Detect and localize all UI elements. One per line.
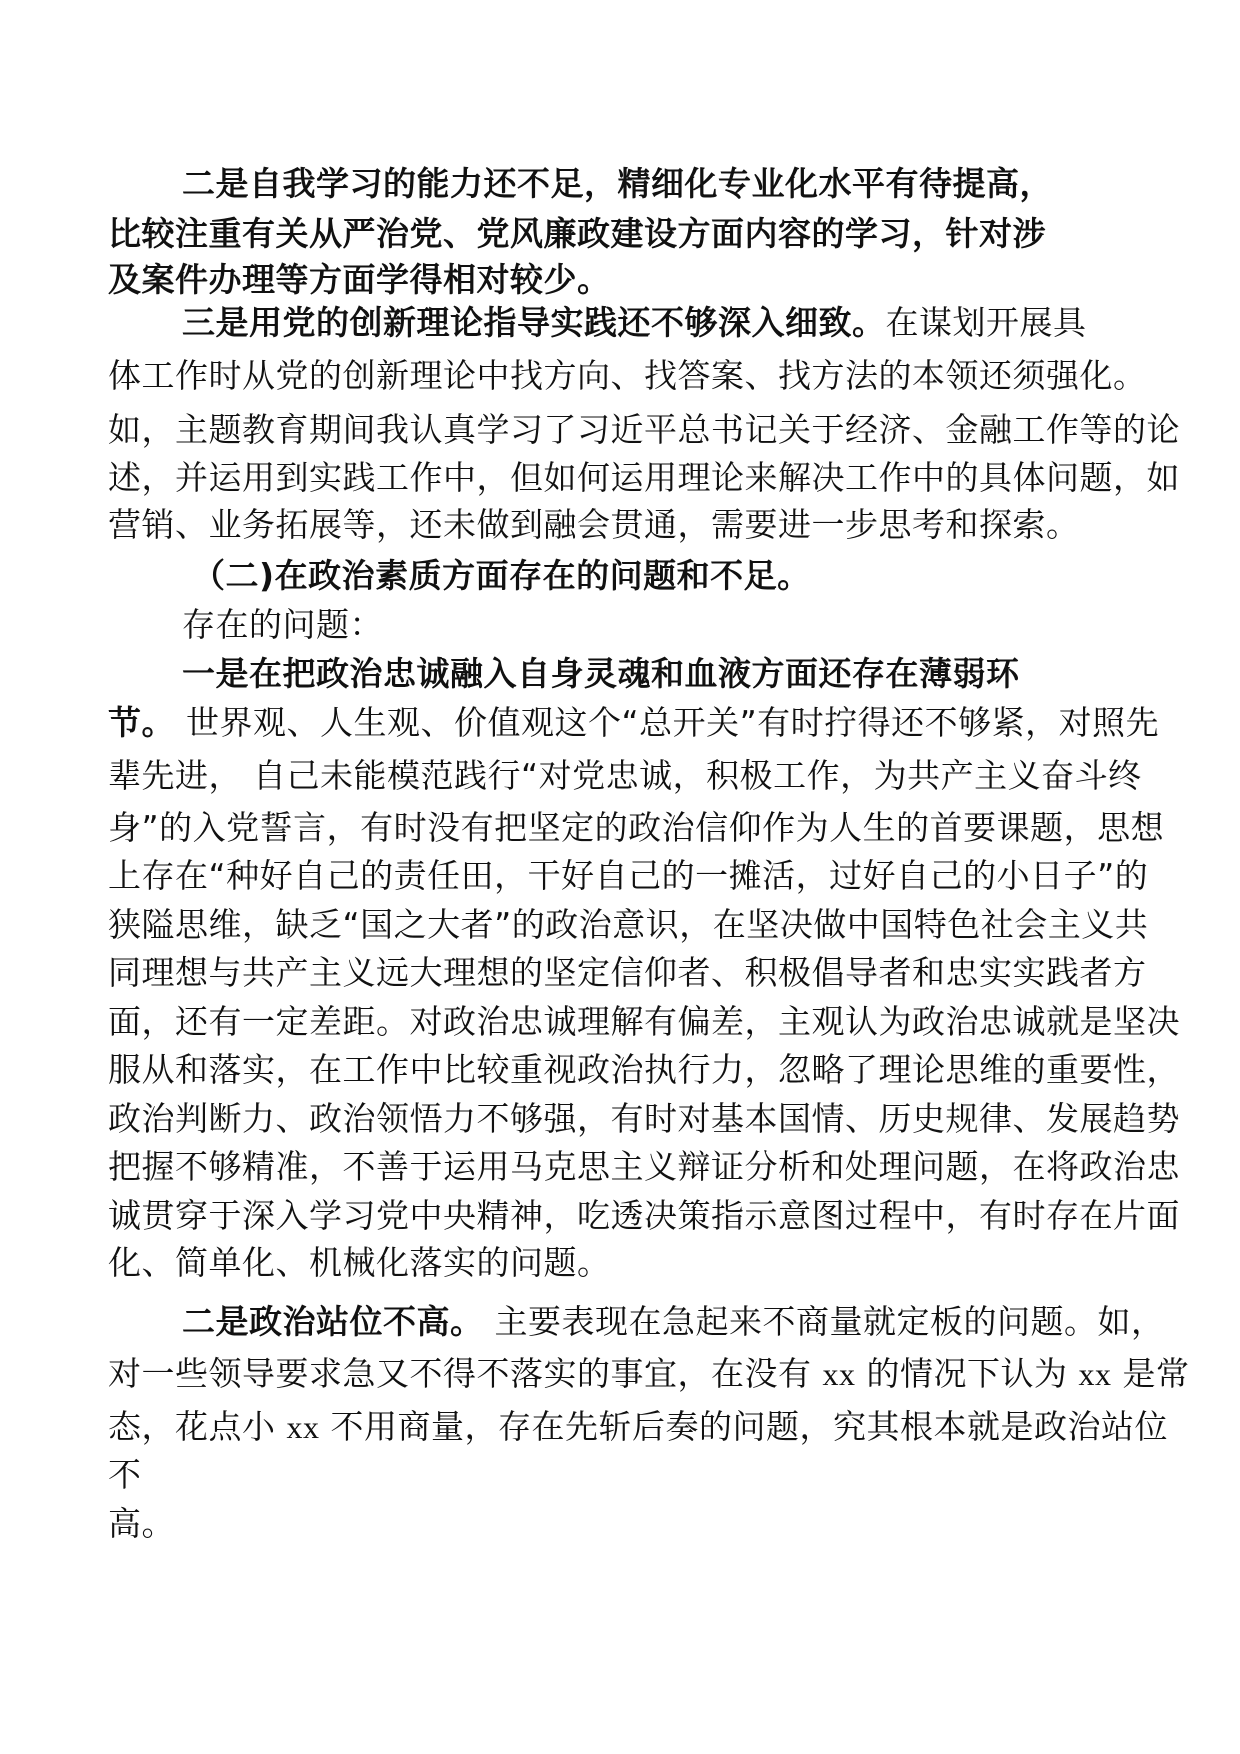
text-run: 不用商量，存在先斩后奏的问题，究其根本就是政治站位: [319, 1407, 1168, 1446]
text-run: 世界观、人生观、价值观这个“总开关”有时拧得还不够紧，对照先: [175, 703, 1160, 742]
text-run: 的情况下认为: [855, 1354, 1079, 1393]
paragraph-line: 及案件办理等方面学得相对较少。: [108, 260, 611, 299]
text-run: 自己未能模范践行“对党忠诚，积极工作，为共产主义奋斗终: [242, 756, 1142, 795]
paragraph-line: 上存在“种好自己的责任田，干好自己的一摊活，过好自己的小日子”的: [108, 856, 1149, 895]
placeholder-text: xx: [286, 1409, 320, 1445]
paragraph-line: 高。: [108, 1504, 175, 1543]
heading-tail: 节。: [108, 703, 175, 742]
paragraph-line: 狭隘思维，缺乏“国之大者”的政治意识，在坚决做中国特色社会主义共: [108, 905, 1149, 944]
paragraph-line: 如，主题教育期间我认真学习了习近平总书记关于经济、金融工作等的论: [108, 410, 1180, 449]
paragraph-line: 述，并运用到实践工作中，但如何运用理论来解决工作中的具体问题，如: [108, 458, 1180, 497]
paragraph-line: 不: [108, 1455, 142, 1494]
subheading: 存在的问题：: [182, 605, 383, 644]
text-run: 对一些领导要求急又不得不落实的事宜，在没有: [108, 1354, 823, 1393]
paragraph-line: 身”的入党誓言，有时没有把坚定的政治信仰作为人生的首要课题，思想: [108, 808, 1165, 847]
paragraph-line: 把握不够精准，不善于运用马克思主义辩证分析和处理问题，在将政治忠: [108, 1147, 1180, 1186]
paragraph-line: 服从和落实，在工作中比较重视政治执行力，忽略了理论思维的重要性，: [108, 1050, 1180, 1089]
text-run: 主要表现在急起来不商量就定板的问题。如，: [483, 1302, 1165, 1341]
paragraph-line: [108, 703, 1159, 743]
placeholder-text: xx: [1078, 1356, 1112, 1392]
paragraph-line: 诚贯穿于深入学习党中央精神，吃透决策指示意图过程中，有时存在片面: [108, 1196, 1180, 1235]
paragraph-line: [182, 303, 1087, 343]
heading-lead: 三是用党的创新理论指导实践还不够深入细致。: [182, 303, 886, 342]
paragraph-line: 体工作时从党的创新理论中找方向、找答案、找方法的本领还须强化。: [108, 356, 1147, 395]
paragraph-line: 营销、业务拓展等，还未做到融会贯通，需要进一步思考和探索。: [108, 505, 1080, 544]
paragraph-line: [182, 1302, 1165, 1342]
paragraph-line: [108, 1407, 1168, 1447]
text-run: 辈先进，: [108, 756, 242, 795]
text-run: 在谋划开展具: [885, 303, 1087, 342]
paragraph-line: [108, 756, 1142, 796]
paragraph-line: 比较注重有关从严治党、党风廉政建设方面内容的学习，针对涉: [108, 214, 1046, 253]
paragraph-line: 同理想与共产主义远大理想的坚定信仰者、积极倡导者和忠实实践者方: [108, 953, 1147, 992]
section-heading: （二)在政治素质方面存在的问题和不足。: [192, 556, 811, 595]
placeholder-text: xx: [822, 1356, 856, 1392]
text-run: 是常: [1111, 1354, 1190, 1393]
paragraph-line: [108, 1354, 1189, 1394]
paragraph-line: 二是自我学习的能力还不足，精细化专业化水平有待提高，: [182, 164, 1053, 203]
paragraph-line: 一是在把政治忠诚融入自身灵魂和血液方面还存在薄弱环: [182, 654, 1020, 693]
paragraph-line: 化、简单化、机械化落实的问题。: [108, 1243, 611, 1282]
text-run: 态，花点小: [108, 1407, 287, 1446]
heading-lead: 二是政治站位不高。: [182, 1302, 484, 1341]
paragraph-line: 政治判断力、政治领悟力不够强，有时对基本国情、历史规律、发展趋势: [108, 1099, 1180, 1138]
paragraph-line: 面，还有一定差距。对政治忠诚理解有偏差，主观认为政治忠诚就是坚决: [108, 1002, 1180, 1041]
